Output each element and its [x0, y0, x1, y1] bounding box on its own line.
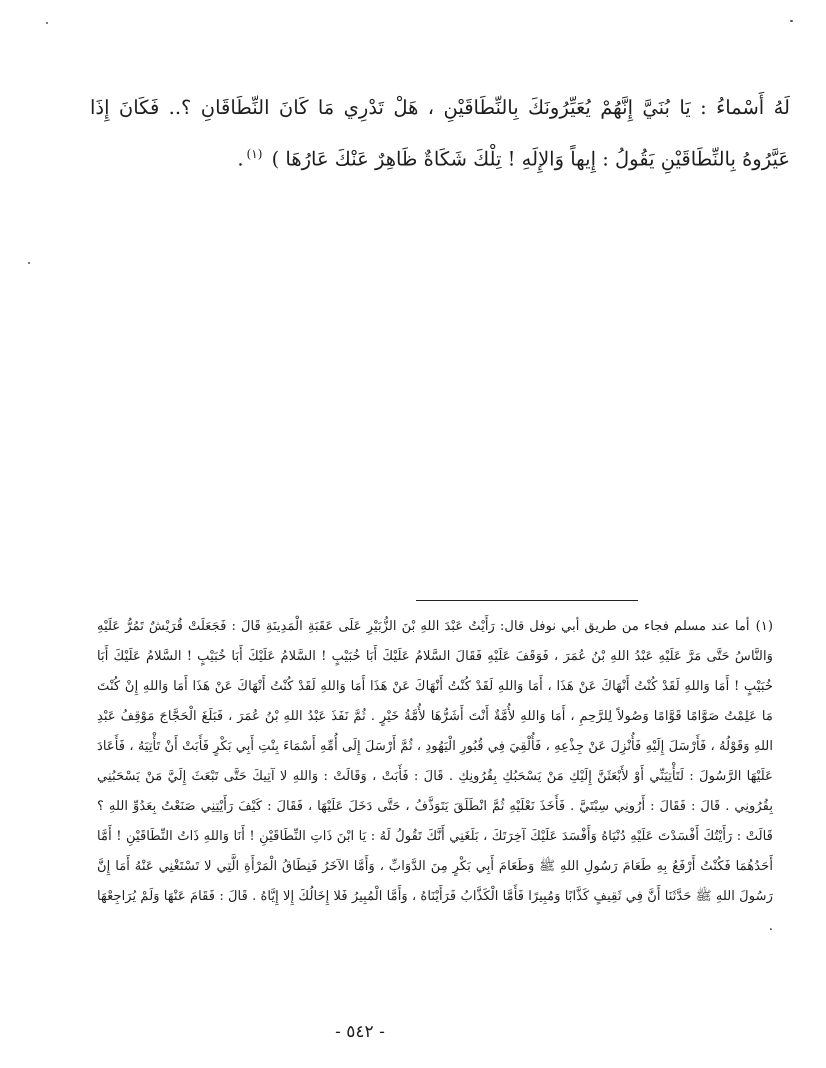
scan-speck — [790, 20, 793, 22]
main-text-end: . — [237, 147, 244, 171]
main-text-body: لَهُ أَسْماءُ : يَا بُنَيَّ إِنَّهُمْ يُعَيِّرُونَكَ بِالنِّطَاقَيْنِ ، هَلْ تَدْرِي مَا كَانَ النِّطَاقَانِ ؟.. فَكَانَ إِذَا عَيَّرُوهُ بِالنِّطَاقَيْنِ يَقُولُ : إِيهاً وَالإِلَهِ ! تِلْكَ شَكَاةٌ ظَاهِرٌ عَنْكَ عَارُهَا ) — [90, 96, 790, 171]
footnote-separator — [416, 600, 638, 601]
scan-speck — [28, 262, 30, 264]
main-text — [90, 85, 790, 183]
footnote-number: (١) — [755, 619, 773, 634]
footnote-text: أما عند مسلم فجاء من طريق أبي نوفل قال: رَأَيْتُ عَبْدَ اللهِ بْنَ الزُّبَيْرِ عَلَى عَقَبَةِ الْمَدِينَةِ قَالَ : فَجَعَلَتْ قُرَيْشٌ تَمُرُّ عَلَيْهِ وَالنَّاسُ حَتَّى مَرَّ عَلَيْهِ عَبْدُ اللهِ بْنُ عُمَرَ ، فَوَقَفَ عَلَيْهِ فَقَالَ السَّلامُ عَلَيْكَ أَبَا خُبَيْبٍ ! السَّلامُ عَلَيْكَ أَبَا خُبَيْبٍ ! السَّلامُ عَلَيْكَ أَبَا خُبَيْبٍ ! أَمَا وَاللهِ لَقَدْ كُنْتُ أَنْهَاكَ عَنْ هَذَا ، أَمَا وَاللهِ لَقَدْ كُنْتُ أَنْهَاكَ عَنْ هَذَا أَمَا وَاللهِ لَقَدْ كُنْتُ أَنْهَاكَ عَنْ هَذَا أَمَا وَاللهِ إِنْ كُنْتَ مَا عَلِمْتُ صَوَّامًا قَوَّامًا وَصُولاً لِلرَّحِمِ ، أَمَا وَاللهِ لأُمَّةٌ أَنْتَ أَشَرُّهَا لأُمَّةُ خَيْرٍ . ثُمَّ نَفَذَ عَبْدُ اللهِ بْنُ عُمَرَ ، فَبَلَغَ الْحَجَّاجَ مَوْقِفُ عَبْدِ اللهِ وَقَوْلُهُ ، فَأَرْسَلَ إِلَيْهِ فَأُنْزِلَ عَنْ جِذْعِهِ ، فَأُلْقِيَ فِي قُبُورِ الْيَهُودِ ، ثُمَّ أَرْسَلَ إِلَى أُمِّهِ أَسْمَاءَ بِنْتِ أَبِي بَكْرٍ فَأَبَتْ أَنْ تَأْتِيَهُ ، فَأَعَادَ عَلَيْهَا الرَّسُولَ : لَتَأْتِيَنِّي أَوْ لأَبْعَثَنَّ إِلَيْكِ مَنْ يَسْحَبُكِ بِقُرُونِكِ . قَالَ : فَأَبَتْ ، وَقَالَتْ : وَاللهِ لا آتِيكَ حَتَّى تَبْعَثَ إِلَيَّ مَنْ يَسْحَبُنِي بِقُرُونِي . قَالَ : فَقَالَ : أَرُونِي سِبْتَيَّ . فَأَخَذَ نَعْلَيْهِ ثُمَّ انْطَلَقَ يَتَوَذَّفُ ، حَتَّى دَخَلَ عَلَيْهَا ، فَقَالَ : كَيْفَ رَأَيْتِنِي صَنَعْتُ بِعَدُوِّ اللهِ ؟ قَالَتْ : رَأَيْتُكَ أَفْسَدْتَ عَلَيْهِ دُنْيَاهُ وَأَفْسَدَ عَلَيْكَ آخِرَتَكَ ، بَلَغَنِي أَنَّكَ تَقُولُ لَهُ : يَا ابْنَ ذَاتِ النِّطَاقَيْنِ ! أَنَا وَاللهِ ذَاتُ النِّطَاقَيْنِ ! أَمَّا أَحَدُهُمَا فَكُنْتُ أَرْفَعُ بِهِ طَعَامَ رَسُولِ اللهِ ﷺ وَطَعَامَ أَبِي بَكْرٍ مِنَ الدَّوَابِّ ، وَأَمَّا الآخَرُ فَنِطَاقُ الْمَرْأَةِ الَّتِي لا تَسْتَغْنِي عَنْهُ أَمَا إِنَّ رَسُولَ اللهِ ﷺ حَدَّثَنَا أَنَّ فِي ثَقِيفٍ كَذَّابًا وَمُبِيرًا فَأَمَّا الْكَذَّابُ فَرَأَيْنَاهُ ، وَأَمَّا الْمُبِيرُ فَلا إِخَالُكَ إِلا إِيَّاهُ . قَالَ : فَقَامَ عَنْهَا وَلَمْ يُرَاجِعْهَا . — [97, 619, 773, 934]
footnote — [97, 612, 773, 942]
page-number: - ٥٤٢ - — [335, 1022, 385, 1042]
scan-speck — [46, 22, 48, 24]
footnote-reference: (١) — [246, 147, 263, 161]
